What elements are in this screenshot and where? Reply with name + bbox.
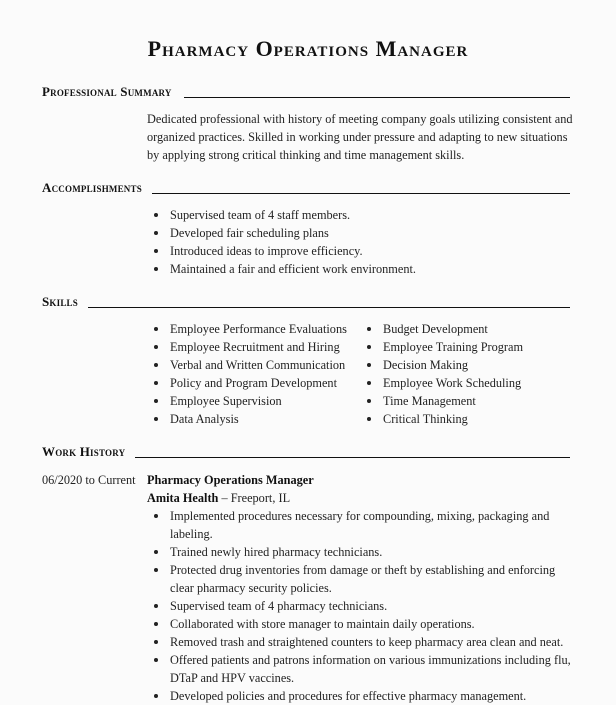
section-divider	[184, 97, 570, 98]
list-item: Offered patients and patrons information on various immunizations including flu, DTaP and HPV vaccines.	[147, 651, 577, 687]
list-item: Employee Performance Evaluations	[147, 320, 362, 338]
list-item: Budget Development	[360, 320, 575, 338]
summary-text: Dedicated professional with history of meeting company goals utilizing consistent and organized practices. Skilled in working under pressure and adapting to new situations by applying strong critical thinking and time management skills.	[147, 112, 573, 162]
list-item: Developed fair scheduling plans	[147, 224, 577, 242]
section-heading: Accomplishments	[42, 180, 142, 195]
employer-separator: –	[218, 491, 231, 505]
list-item: Employee Supervision	[147, 392, 362, 410]
list-item: Introduced ideas to improve efficiency.	[147, 242, 577, 260]
section-header-summary	[42, 84, 570, 100]
list-item: Verbal and Written Communication	[147, 356, 362, 374]
job-dates: 06/2020 to Current	[42, 473, 136, 487]
section-divider	[135, 457, 570, 458]
list-item: Employee Training Program	[360, 338, 575, 356]
list-item: Removed trash and straightened counters to keep pharmacy area clean and neat.	[147, 633, 577, 651]
section-header-accomplishments	[42, 180, 570, 196]
job-bullets	[147, 507, 577, 705]
skills-list-left	[147, 320, 362, 428]
list-item: Implemented procedures necessary for compounding, mixing, packaging and labeling.	[147, 507, 577, 543]
skills-list-right	[360, 320, 575, 428]
list-item: Decision Making	[360, 356, 575, 374]
accomplishments-list	[147, 206, 577, 278]
list-item: Protected drug inventories from damage or theft by establishing and enforcing clear pharmacy security policies.	[147, 561, 577, 597]
section-heading: Professional Summary	[42, 84, 172, 99]
list-item: Supervised team of 4 pharmacy technicians.	[147, 597, 577, 615]
list-item: Trained newly hired pharmacy technicians.	[147, 543, 577, 561]
section-heading: Skills	[42, 294, 78, 309]
employer-location: Freeport, IL	[230, 491, 291, 505]
section-header-work-history	[42, 444, 570, 460]
list-item: Data Analysis	[147, 410, 362, 428]
section-divider	[152, 193, 570, 194]
job-employer-line	[147, 489, 290, 507]
list-item: Supervised team of 4 staff members.	[147, 206, 577, 224]
section-heading: Work History	[42, 444, 126, 459]
list-item: Employee Recruitment and Hiring	[147, 338, 362, 356]
section-divider	[88, 307, 570, 308]
employer-name: Amita Health	[147, 491, 219, 505]
list-item: Developed policies and procedures for effective pharmacy management.	[147, 687, 577, 705]
list-item: Critical Thinking	[360, 410, 575, 428]
list-item: Policy and Program Development	[147, 374, 362, 392]
list-item: Time Management	[360, 392, 575, 410]
resume-title: Pharmacy Operations Manager	[147, 36, 469, 61]
list-item: Employee Work Scheduling	[360, 374, 575, 392]
list-item: Collaborated with store manager to maintain daily operations.	[147, 615, 577, 633]
list-item: Maintained a fair and efficient work environment.	[147, 260, 577, 278]
job-title: Pharmacy Operations Manager	[147, 473, 314, 487]
section-header-skills	[42, 294, 570, 310]
